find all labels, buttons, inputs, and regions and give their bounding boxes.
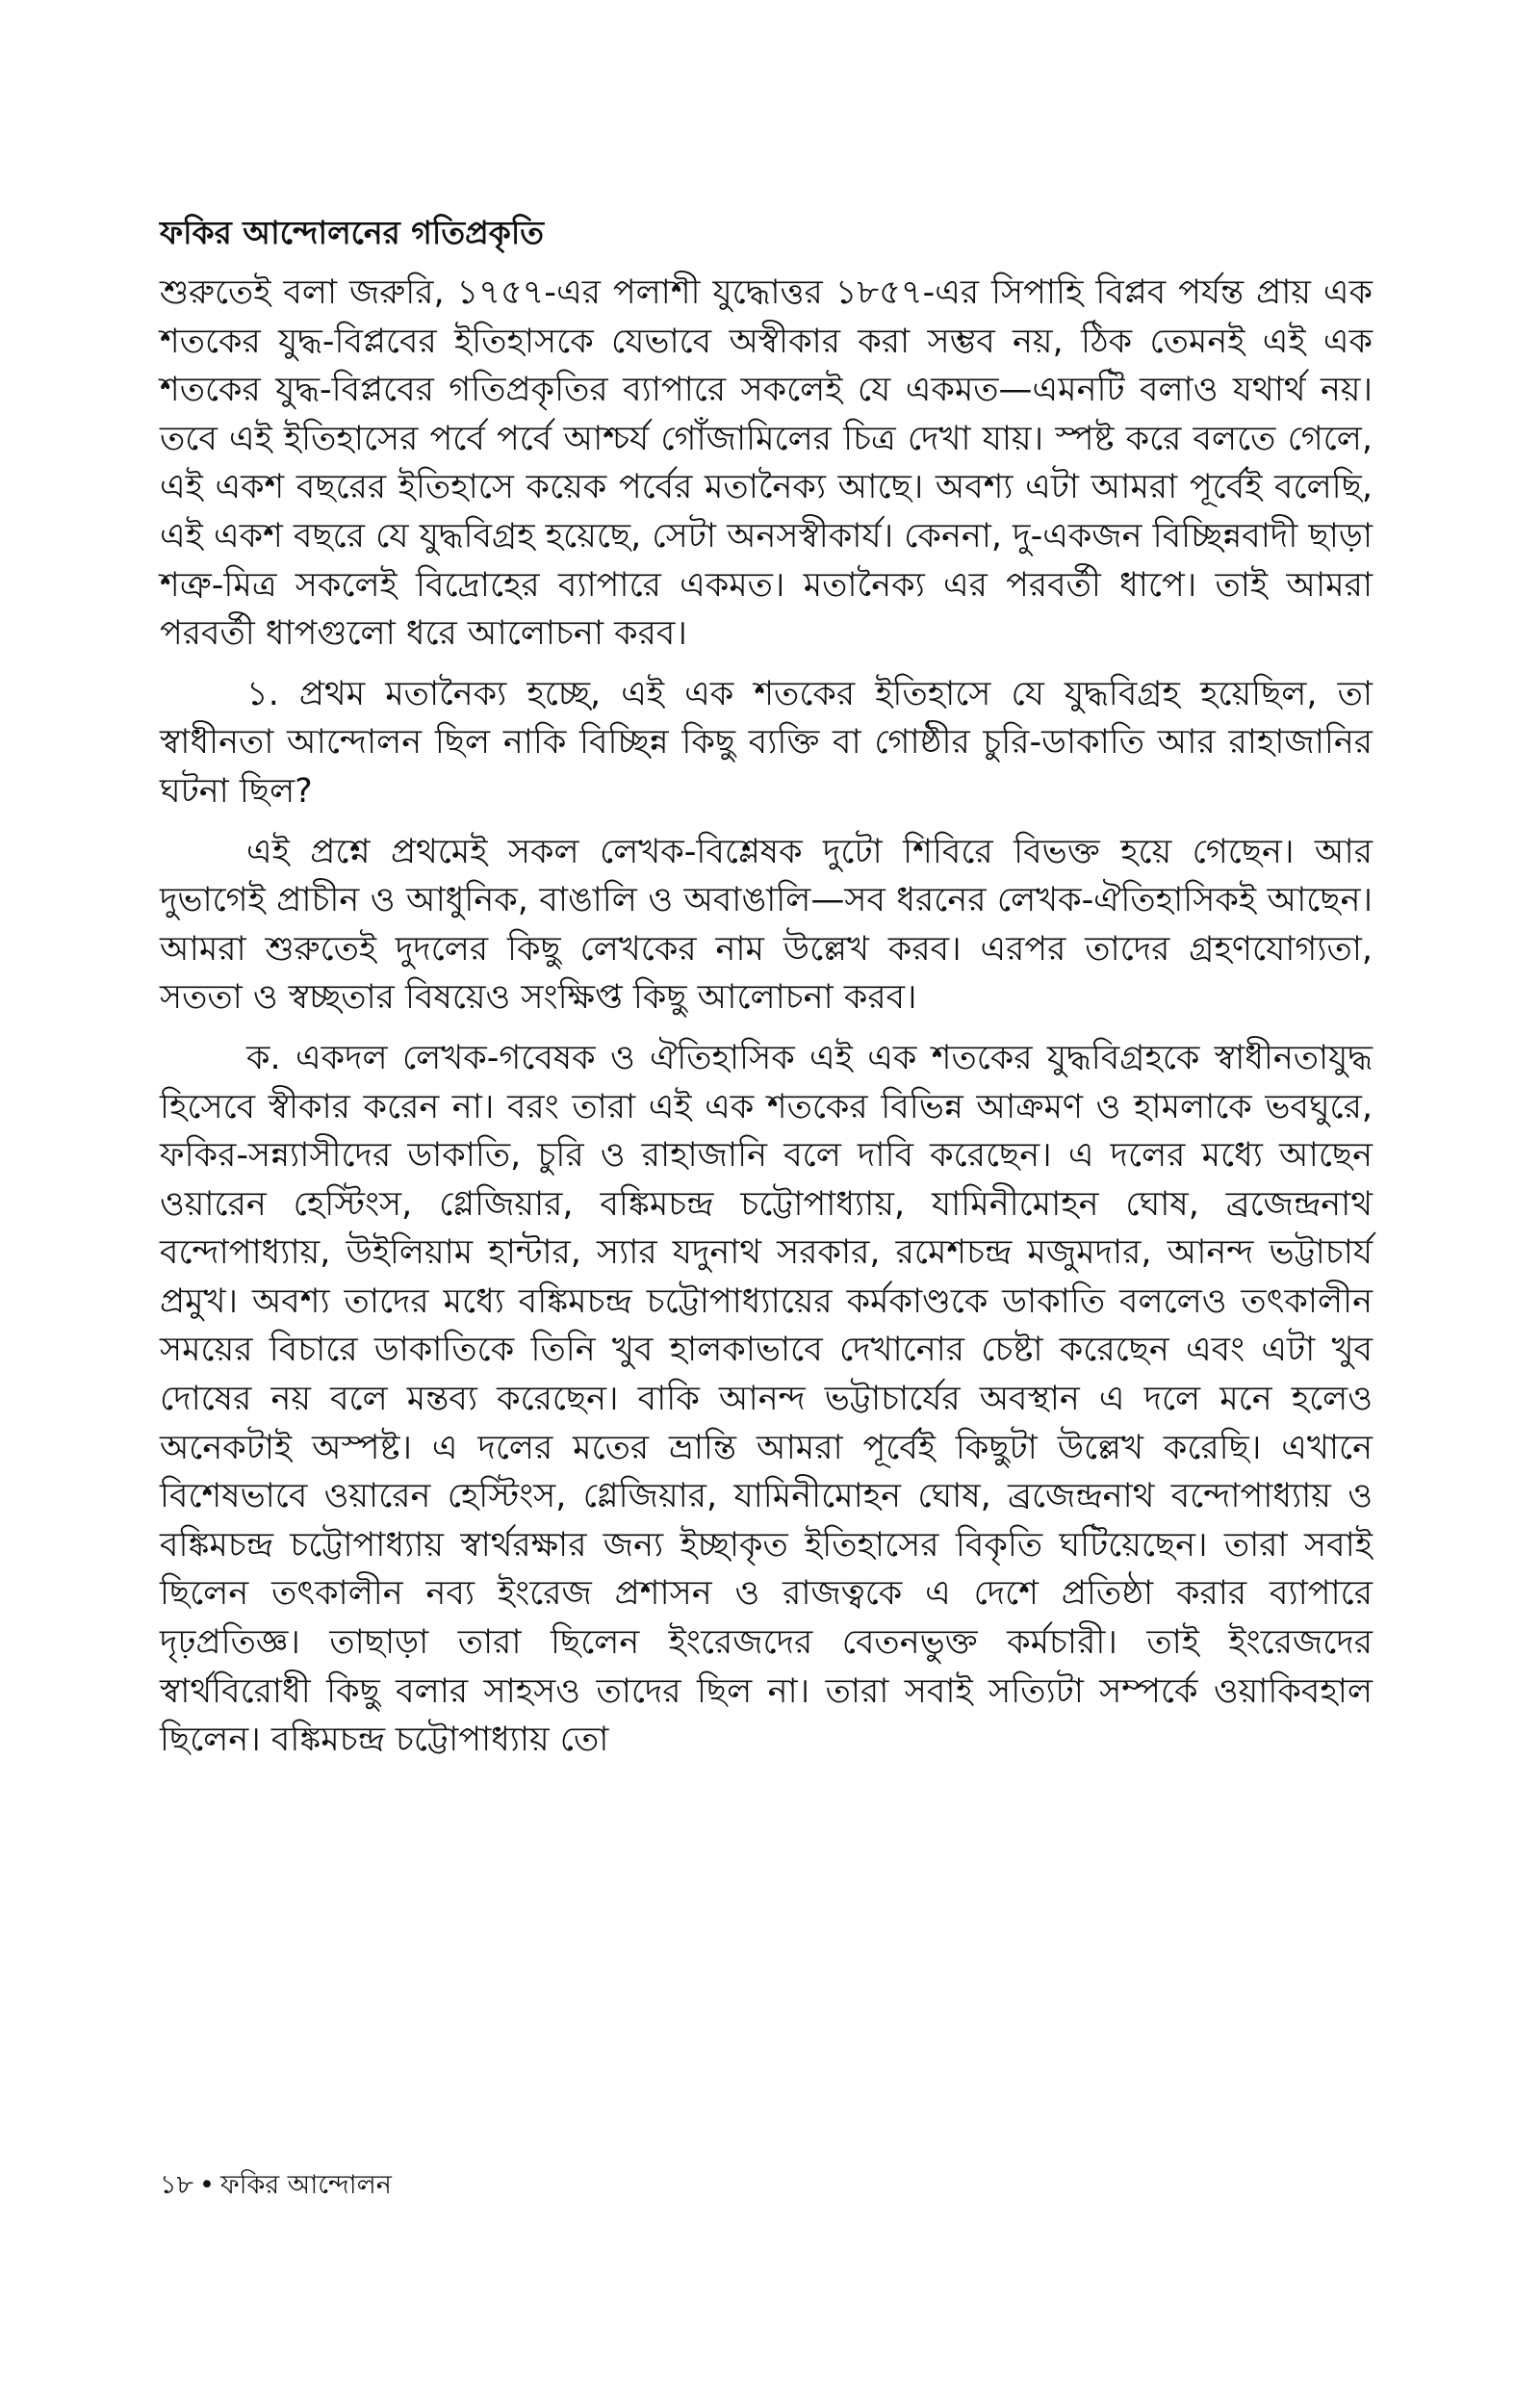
paragraph-question-1: ১. প্রথম মতানৈক্য হচ্ছে, এই এক শতকের ইতিহাসে যে যুদ্ধবিগ্রহ হয়েছিল, তা স্বাধীনতা আন্দোলন ছিল নাকি বিচ্ছিন্ন কিছু ব্যক্তি বা গোষ্ঠীর চুরি-ডাকাতি আর রাহাজানির ঘটনা ছিল? (160, 674, 1373, 811)
page-footer (160, 2166, 392, 2205)
footer-separator: • (199, 2170, 215, 2200)
page-number: ১৮ (160, 2170, 194, 2200)
paragraph-group-ka: ক. একদল লেখক-গবেষক ও ঐতিহাসিক এই এক শতকের যুদ্ধবিগ্রহকে স্বাধীনতাযুদ্ধ হিসেবে স্বীকার করেন না। বরং তারা এই এক শতকের বিভিন্ন আক্রমণ ও হামলাকে ভবঘুরে, ফকির-সন্ন্যাসীদের ডাকাতি, চুরি ও রাহাজানি বলে দাবি করেছেন। এ দলের মধ্যে আছেন ওয়ারেন হেস্টিংস, গ্লেজিয়ার, বঙ্কিমচন্দ্র চট্টোপাধ্যায়, যামিনীমোহন ঘোষ, ব্রজেন্দ্রনাথ বন্দোপাধ্যায়, উইলিয়াম হান্টার, স্যার যদুনাথ সরকার, রমেশচন্দ্র মজুমদার, আনন্দ ভট্টাচার্য প্রমুখ। অবশ্য তাদের মধ্যে বঙ্কিমচন্দ্র চট্টোপাধ্যায়ের কর্মকাণ্ডকে ডাকাতি বললেও তৎকালীন সময়ের বিচারে ডাকাতিকে তিনি খুব হালকাভাবে দেখানোর চেষ্টা করেছেন এবং এটা খুব দোষের নয় বলে মন্তব্য করেছেন। বাকি আনন্দ ভট্টাচার্যের অবস্থান এ দলে মনে হলেও অনেকটাই অস্পষ্ট। এ দলের মতের ভ্রান্তি আমরা পূর্বেই কিছুটা উল্লেখ করেছি। এখানে বিশেষভাবে ওয়ারেন হেস্টিংস, গ্লেজিয়ার, যামিনীমোহন ঘোষ, ব্রজেন্দ্রনাথ বন্দোপাধ্যায় ও বঙ্কিমচন্দ্র চট্টোপাধ্যায় স্বার্থরক্ষার জন্য ইচ্ছাকৃত ইতিহাসের বিকৃতি ঘটিয়েছেন। তারা সবাই ছিলেন তৎকালীন নব্য ইংরেজ প্রশাসন ও রাজত্বকে এ দেশে প্রতিষ্ঠা করার ব্যাপারে দৃঢ়প্রতিজ্ঞ। তাছাড়া তারা ছিলেন ইংরেজদের বেতনভুক্ত কর্মচারী। তাই ইংরেজদের স্বার্থবিরোধী কিছু বলার সাহসও তাদের ছিল না। তারা সবাই সত্যিটা সম্পর্কে ওয়াকিবহাল ছিলেন। বঙ্কিমচন্দ্র চট্টোপাধ্যায় তো (160, 1038, 1373, 1760)
running-title: ফকির আন্দোলন (219, 2170, 392, 2200)
page-body (160, 207, 1373, 1776)
paragraph-two-camps: এই প্রশ্নে প্রথমেই সকল লেখক-বিশ্লেষক দুটো শিবিরে বিভক্ত হয়ে গেছেন। আর দুভাগেই প্রাচীন ও আধুনিক, বাঙালি ও অবাঙালি—সব ধরনের লেখক-ঐতিহাসিকই আছেন। আমরা শুরুতেই দুদলের কিছু লেখকের নাম উল্লেখ করব। এরপর তাদের গ্রহণযোগ্যতা, সততা ও স্বচ্ছতার বিষয়েও সংক্ষিপ্ত কিছু আলোচনা করব। (160, 832, 1373, 1018)
section-heading: ফকির আন্দোলনের গতিপ্রকৃতি (160, 214, 545, 251)
paragraph-intro: শুরুতেই বলা জরুরি, ১৭৫৭-এর পলাশী যুদ্ধোত্তর ১৮৫৭-এর সিপাহি বিপ্লব পর্যন্ত প্রায় এক শতকের যুদ্ধ-বিপ্লবের ইতিহাসকে যেভাবে অস্বীকার করা সম্ভব নয়, ঠিক তেমনই এই এক শতকের যুদ্ধ-বিপ্লবের গতিপ্রকৃতির ব্যাপারে সকলেই যে একমত—এমনটি বলাও যথার্থ নয়। তবে এই ইতিহাসের পর্বে পর্বে আশ্চর্য গোঁজামিলের চিত্র দেখা যায়। স্পষ্ট করে বলতে গেলে, এই একশ বছরের ইতিহাসে কয়েক পর্বের মতানৈক্য আছে। অবশ্য এটা আমরা পূর্বেই বলেছি, এই একশ বছরে যে যুদ্ধবিগ্রহ হয়েছে, সেটা অনসস্বীকার্য। কেননা, দু-একজন বিচ্ছিন্নবাদী ছাড়া শত্রু-মিত্র সকলেই বিদ্রোহের ব্যাপারে একমত। মতানৈক্য এর পরবর্তী ধাপে। তাই আমরা পরবর্তী ধাপগুলো ধরে আলোচনা করব। (160, 273, 1373, 654)
